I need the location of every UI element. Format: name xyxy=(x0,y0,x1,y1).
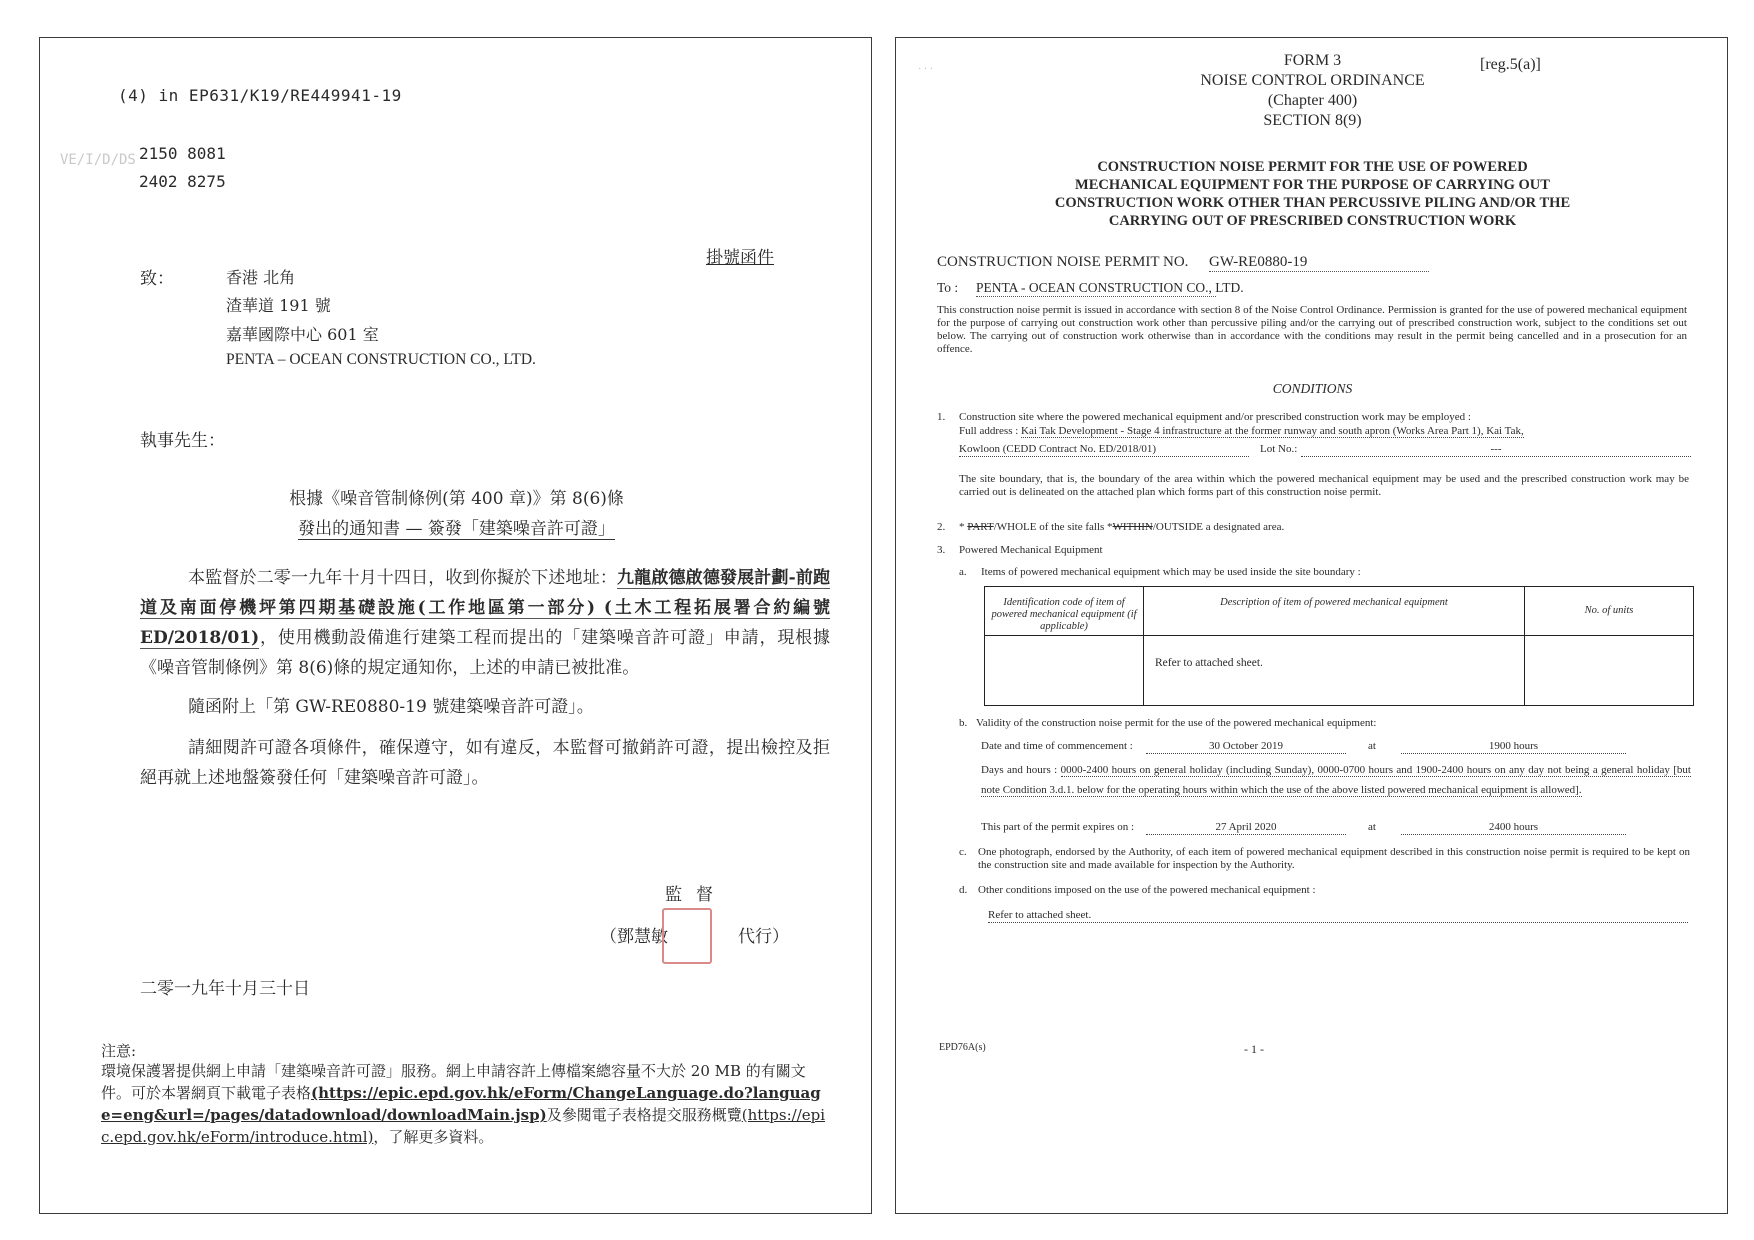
permit-number-label: CONSTRUCTION NOISE PERMIT NO. xyxy=(937,254,1189,270)
lot-number-value: --- xyxy=(1301,443,1691,457)
body-paragraph: 隨函附上「第 GW-RE0880-19 號建築噪音許可證」。 xyxy=(188,697,594,717)
signatory-name: （鄧慧敏 xyxy=(600,927,668,947)
at-label: at xyxy=(1368,740,1376,752)
equipment-table xyxy=(984,586,1694,706)
page-number: - 1 - xyxy=(1244,1042,1264,1056)
address-line: 嘉華國際中心 601 室 xyxy=(226,325,379,344)
commencement-date: 30 October 2019 xyxy=(1146,740,1346,754)
commencement-time: 1900 hours xyxy=(1401,740,1626,754)
introduce-link[interactable]: (https://epic.epd.gov.hk/eForm/introduce.html) xyxy=(101,1106,826,1146)
other-conditions-text: Other conditions imposed on the use of the powered mechanical equipment : xyxy=(978,884,1316,896)
paragraph-text: ，使用機動設備進行建築工程而提出的「建築噪音許可證」申請，現根據《噪音管制條例》第 8(6)條的規定通知你，上述的申請已被批准。 xyxy=(140,628,830,678)
table-header-divider xyxy=(985,635,1693,636)
note-label: 注意: xyxy=(101,1042,137,1060)
full-address-continued: Kowloon (CEDD Contract No. ED/2018/01) xyxy=(959,443,1249,457)
signatory-suffix: 代行） xyxy=(738,927,789,947)
designated-area-line xyxy=(959,521,1284,534)
commencement-label: Date and time of commencement : xyxy=(981,740,1133,752)
table-cell: Refer to attached sheet. xyxy=(1155,657,1263,669)
site-boundary-text: The site boundary, that is, the boundary of the area within which the powered mechanical equipment may be used and the prescribed construction work may be carried out is delineated on the attached plan which forms part of this construction noise permit. xyxy=(959,473,1689,498)
paragraph-text: 本監督於二零一九年十月十四日，收到你擬於下述地址： xyxy=(188,568,618,588)
signature-title: 監督 xyxy=(665,885,727,905)
salutation: 執事先生： xyxy=(140,431,225,451)
sub-condition-text: Validity of the construction noise permit for the use of the powered mechanical equipment: xyxy=(976,717,1377,729)
permit-page xyxy=(895,37,1728,1214)
recipient-label: To : xyxy=(937,280,959,295)
note-text: 及參閱電子表格提交服務概覽 xyxy=(546,1106,742,1124)
body-paragraph xyxy=(140,563,830,683)
recipient-name: PENTA - OCEAN CONSTRUCTION CO., LTD. xyxy=(976,280,1244,295)
expiry-date: 27 April 2020 xyxy=(1146,821,1346,835)
expiry-time: 2400 hours xyxy=(1401,821,1626,835)
subject-line xyxy=(40,514,873,539)
fax-number: 2402 8275 xyxy=(139,172,226,191)
condition-text: Construction site where the powered mechanical equipment and/or prescribed construction work may be employed : xyxy=(959,411,1471,423)
sub-condition-letter: c. xyxy=(959,846,967,858)
form-code: EPD76A(s) xyxy=(939,1042,986,1053)
download-link[interactable]: (https://epic.epd.gov.hk/eForm/ChangeLanguage.do?language=eng&url=/pages/datadownload/downloadMain.jsp) xyxy=(101,1084,821,1124)
permit-heading: CONSTRUCTION NOISE PERMIT FOR THE USE OF POWERED MECHANICAL EQUIPMENT FOR THE PURPOSE OF CARRYING OUT CONSTRUCTION WORK OTHER THAN PERCUSSIVE PILING AND/OR THE CARRYING OUT OF PRESCRIBED CONSTRUCTION WORK xyxy=(1054,159,1571,229)
note-paragraph xyxy=(101,1060,829,1148)
table-header: Identification code of item of powered mechanical equipment (if applicable) xyxy=(991,597,1137,632)
struck-part: PART xyxy=(967,521,994,533)
file-reference: (4) in EP631/K19/RE449941-19 xyxy=(118,86,402,105)
faint-stamp-text: VE/I/D/DS xyxy=(60,152,136,168)
subject-line-underlined: 發出的通知書 — 簽發「建築噪音許可證」 xyxy=(298,519,615,539)
letter-date: 二零一九年十月三十日 xyxy=(140,979,310,999)
section: SECTION 8(9) xyxy=(1263,112,1362,129)
struck-within: WITHIN xyxy=(1112,521,1153,533)
expiry-label: This part of the permit expires on : xyxy=(981,821,1135,833)
regulation-reference: [reg.5(a)] xyxy=(1480,56,1541,73)
condition-number: 2. xyxy=(937,521,946,533)
address-line: 渣華道 191 號 xyxy=(226,296,331,315)
condition-number: 1. xyxy=(937,411,946,423)
table-header: No. of units xyxy=(1584,605,1634,616)
telephone-number: 2150 8081 xyxy=(139,144,226,163)
asterisk: * xyxy=(959,521,965,533)
note-text: 環境保護署提供網上申請「建築噪音許可證」服務。網上申請容許上傳檔案總容量不大於 20 MB 的有關文件。可於本署網頁下載電子表格 xyxy=(101,1062,806,1102)
condition-number: 3. xyxy=(937,544,946,556)
sub-condition-text: Items of powered mechanical equipment which may be used inside the site boundary : xyxy=(981,566,1361,578)
sub-condition-letter: b. xyxy=(959,717,968,729)
note-text: ，了解更多資料。 xyxy=(373,1128,494,1146)
lot-number-label: Lot No.: xyxy=(1260,443,1298,455)
form-number: FORM 3 xyxy=(1283,52,1342,69)
red-seal-stamp xyxy=(662,908,712,964)
days-hours-text: 0000-2400 hours on general holiday (including Sunday), 0000-0700 hours and 1900-2400 hours on any day not being a general holiday [but note Condition 3.d.1. below for the operating hours within which the use of the above listed powered mechanical equipment is allowed]. xyxy=(981,764,1691,796)
site-address-highlight: 九龍啟德啟德發展計劃-前跑道及南面停機坪第四期基礎設施(工作地區第一部分) (土木工程拓展署合約編號ED/2018/01) xyxy=(140,568,830,648)
subject-line: 根據《噪音管制條例(第 400 章)》第 8(6)條 xyxy=(289,489,624,509)
days-hours-line xyxy=(981,760,1691,800)
chapter: (Chapter 400) xyxy=(1267,92,1358,109)
condition-title: Powered Mechanical Equipment xyxy=(959,544,1103,556)
scan-specks: · · · xyxy=(918,64,933,75)
registered-mail-label: 掛號函件 xyxy=(706,248,774,268)
address-line: 香港 北角 xyxy=(226,268,296,287)
at-label: at xyxy=(1368,821,1376,833)
full-address-line xyxy=(959,425,1689,438)
photograph-condition: One photograph, endorsed by the Authority, of each item of powered mechanical equipment described in this construction noise permit is required to be kept on the construction site and made available for inspection by the Authority. xyxy=(978,846,1690,871)
ordinance-title: NOISE CONTROL ORDINANCE xyxy=(1200,72,1425,89)
permit-number: GW-RE0880-19 xyxy=(1209,254,1429,272)
conditions-title: CONDITIONS xyxy=(1272,381,1353,396)
other-conditions-value: Refer to attached sheet. xyxy=(988,909,1688,923)
whole-text: /WHOLE of the site falls * xyxy=(993,521,1113,533)
letter-page xyxy=(39,37,872,1214)
body-paragraph: 請細閱許可證各項條件，確保遵守，如有違反，本監督可撤銷許可證，提出檢控及拒絕再就上述地盤簽發任何「建築噪音許可證」。 xyxy=(140,738,830,788)
outside-text: /OUTSIDE a designated area. xyxy=(1152,521,1285,533)
table-header: Description of item of powered mechanical equipment xyxy=(1220,597,1448,608)
address-line: PENTA – OCEAN CONSTRUCTION CO., LTD. xyxy=(226,351,536,368)
sub-condition-letter: d. xyxy=(959,884,968,896)
sub-condition-letter: a. xyxy=(959,566,967,578)
full-address-value: Kai Tak Development - Stage 4 infrastructure at the former runway and south apron (Works Area Part 1), Kai Tak, xyxy=(1021,425,1524,437)
full-address-label: Full address : xyxy=(959,425,1019,437)
recipient-label: 致： xyxy=(140,269,174,289)
permit-intro: This construction noise permit is issued in accordance with section 8 of the Noise Control Ordinance. Permission is granted for the use of powered mechanical equipment for the purpose of carrying out construction work other than percussive piling and/or the carrying out of prescribed construction work, subject to the conditions set out below. The carrying out of construction work otherwise than in accordance with the conditions may result in the permit being cancelled and in a prosecution for an offence. xyxy=(937,304,1687,355)
days-hours-label: Days and hours : xyxy=(981,764,1058,776)
